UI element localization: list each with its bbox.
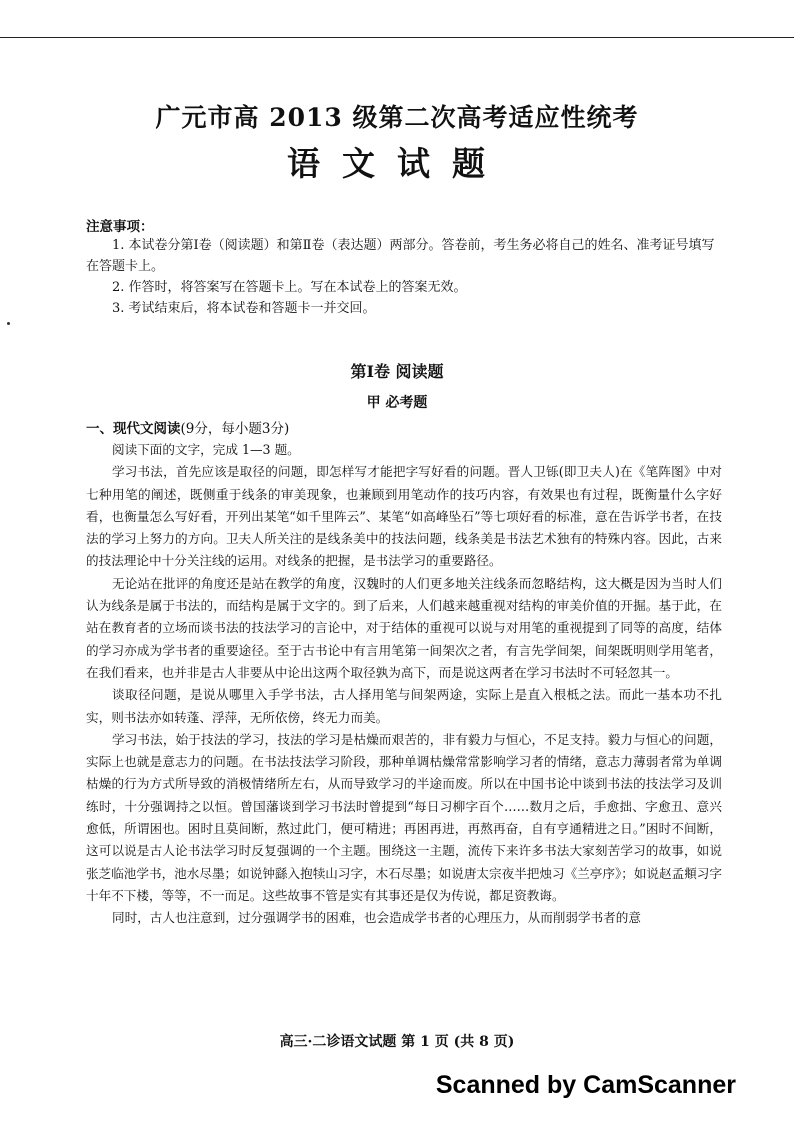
- scanner-watermark: Scanned by CamScanner: [435, 1071, 736, 1099]
- reading-passage: [86, 439, 722, 930]
- notice-list: [86, 235, 718, 319]
- question-heading: [86, 417, 289, 437]
- top-rule: [0, 37, 794, 38]
- notice-item: 3. 考试结束后，将本试卷和答题卡一并交回。: [112, 301, 376, 316]
- passage-paragraph: 谈取径问题，是说从哪里入手学书法，古人择用笔与间架两途，实际上是直入根柢之法。而此一基本功不扎实，则书法亦如转蓬、浮萍，无所依傍，终无力而美。: [86, 687, 722, 725]
- passage-paragraph: 无论站在批评的角度还是站在教学的角度，汉魏时的人们更多地关注线条而忽略结构，这大概是因为当时人们认为线条是属于书法的，而结构是属于文字的。到了后来，人们越来越重视对结构的审美价值的开掘。基于此，在站在教育者的立场而谈书法的技法学习的言论中，对于结体的重视可以说与对用笔的重视提到了同等的高度，结体的学习亦成为学书者的重要途径。至于古书论中有言用笔第一间架次之者，有言先学间架，间架既明则学用笔者，在我们看来，也并非是古人非要从中论出这两个取径孰为高下，而是说这两者在学习书法时不可轻忽其一。: [86, 575, 722, 680]
- passage-paragraph: 同时，古人也注意到，过分强调学书的困难，也会造成学书者的心理压力，从而削弱学书者的意: [112, 910, 641, 926]
- section-title: 甲 必考题: [366, 395, 428, 411]
- notice-item: 2. 作答时，将答案写在答题卡上。写在本试卷上的答案无效。: [112, 280, 467, 295]
- passage-paragraph: 学习书法，首先应该是取径的问题，即怎样写才能把字写好看的问题。晋人卫铄(即卫夫人)在《笔阵图》中对七种用笔的阐述，既侧重于线条的审美现象，也兼顾到用笔动作的技巧内容，有效果也有过程，既衡量什么字好看，也衡量怎么写好看，开列出某笔“如千里阵云”、某笔“如高峰坠石”等七项好看的标准，意在告诉学书者，在技法的学习上努力的方向。卫夫人所关注的是线条美中的技法问题，线条美是书法艺术独有的特殊内容。因此，古来的技法理论中十分关注线的运用。对线条的把握，是书法学习的重要路径。: [86, 464, 722, 569]
- exam-subject: 语文试题: [287, 144, 507, 183]
- exam-title: 广元市高 2013 级第二次高考适应性统考: [155, 103, 639, 132]
- instruction: 阅读下面的文字，完成 1—3 题。: [112, 442, 300, 457]
- question-heading-score: (9分，每小题3分): [180, 421, 290, 437]
- notice-heading: 注意事项：: [86, 219, 154, 235]
- question-heading-label: 一、现代文阅读: [86, 421, 181, 437]
- passage-paragraph: 学习书法，始于技法的学习，技法的学习是枯燥而艰苦的，非有毅力与恒心，不足支持。毅力与恒心的问题，实际上也就是意志力的问题。在书法技法学习阶段，那种单调枯燥常常影响学习者的情绪，意志力薄弱者常为单调枯燥的行为方式所导致的消极情绪所左右，从而导致学习的半途而废。所以在中国书论中谈到书法的技法学习及训练时，十分强调持之以恒。曾国藩谈到学习书法时曾提到“每日习柳字百个……数月之后，手愈拙、字愈丑、意兴愈低，所谓困也。困时且莫间断，熬过此门，便可精进；再困再进，再熬再奋，自有亨通精进之日。”困时不间断，这可以说是古人论书法学习时反复强调的一个主题。围绕这一主题，流传下来许多书法大家刻苦学习的故事，如说张芝临池学书，池水尽墨；如说钟繇入抱犊山习字，木石尽墨；如说唐太宗夜半把烛习《兰亭序》；如说赵孟頫习字十年不下楼，等等，不一而足。这些故事不管是实有其事还是仅为传说，都足资教诲。: [86, 731, 722, 903]
- page-footer: 高三·二诊语文试题 第 1 页 (共 8 页): [279, 1034, 515, 1050]
- part-title: 第Ⅰ卷 阅读题: [350, 362, 444, 381]
- notice-item: 1. 本试卷分第Ⅰ卷（阅读题）和第Ⅱ卷（表达题）两部分。答卷前，考生务必将自己的姓名、准考证号填写在答题卡上。: [86, 238, 715, 274]
- scan-speck: [7, 322, 10, 325]
